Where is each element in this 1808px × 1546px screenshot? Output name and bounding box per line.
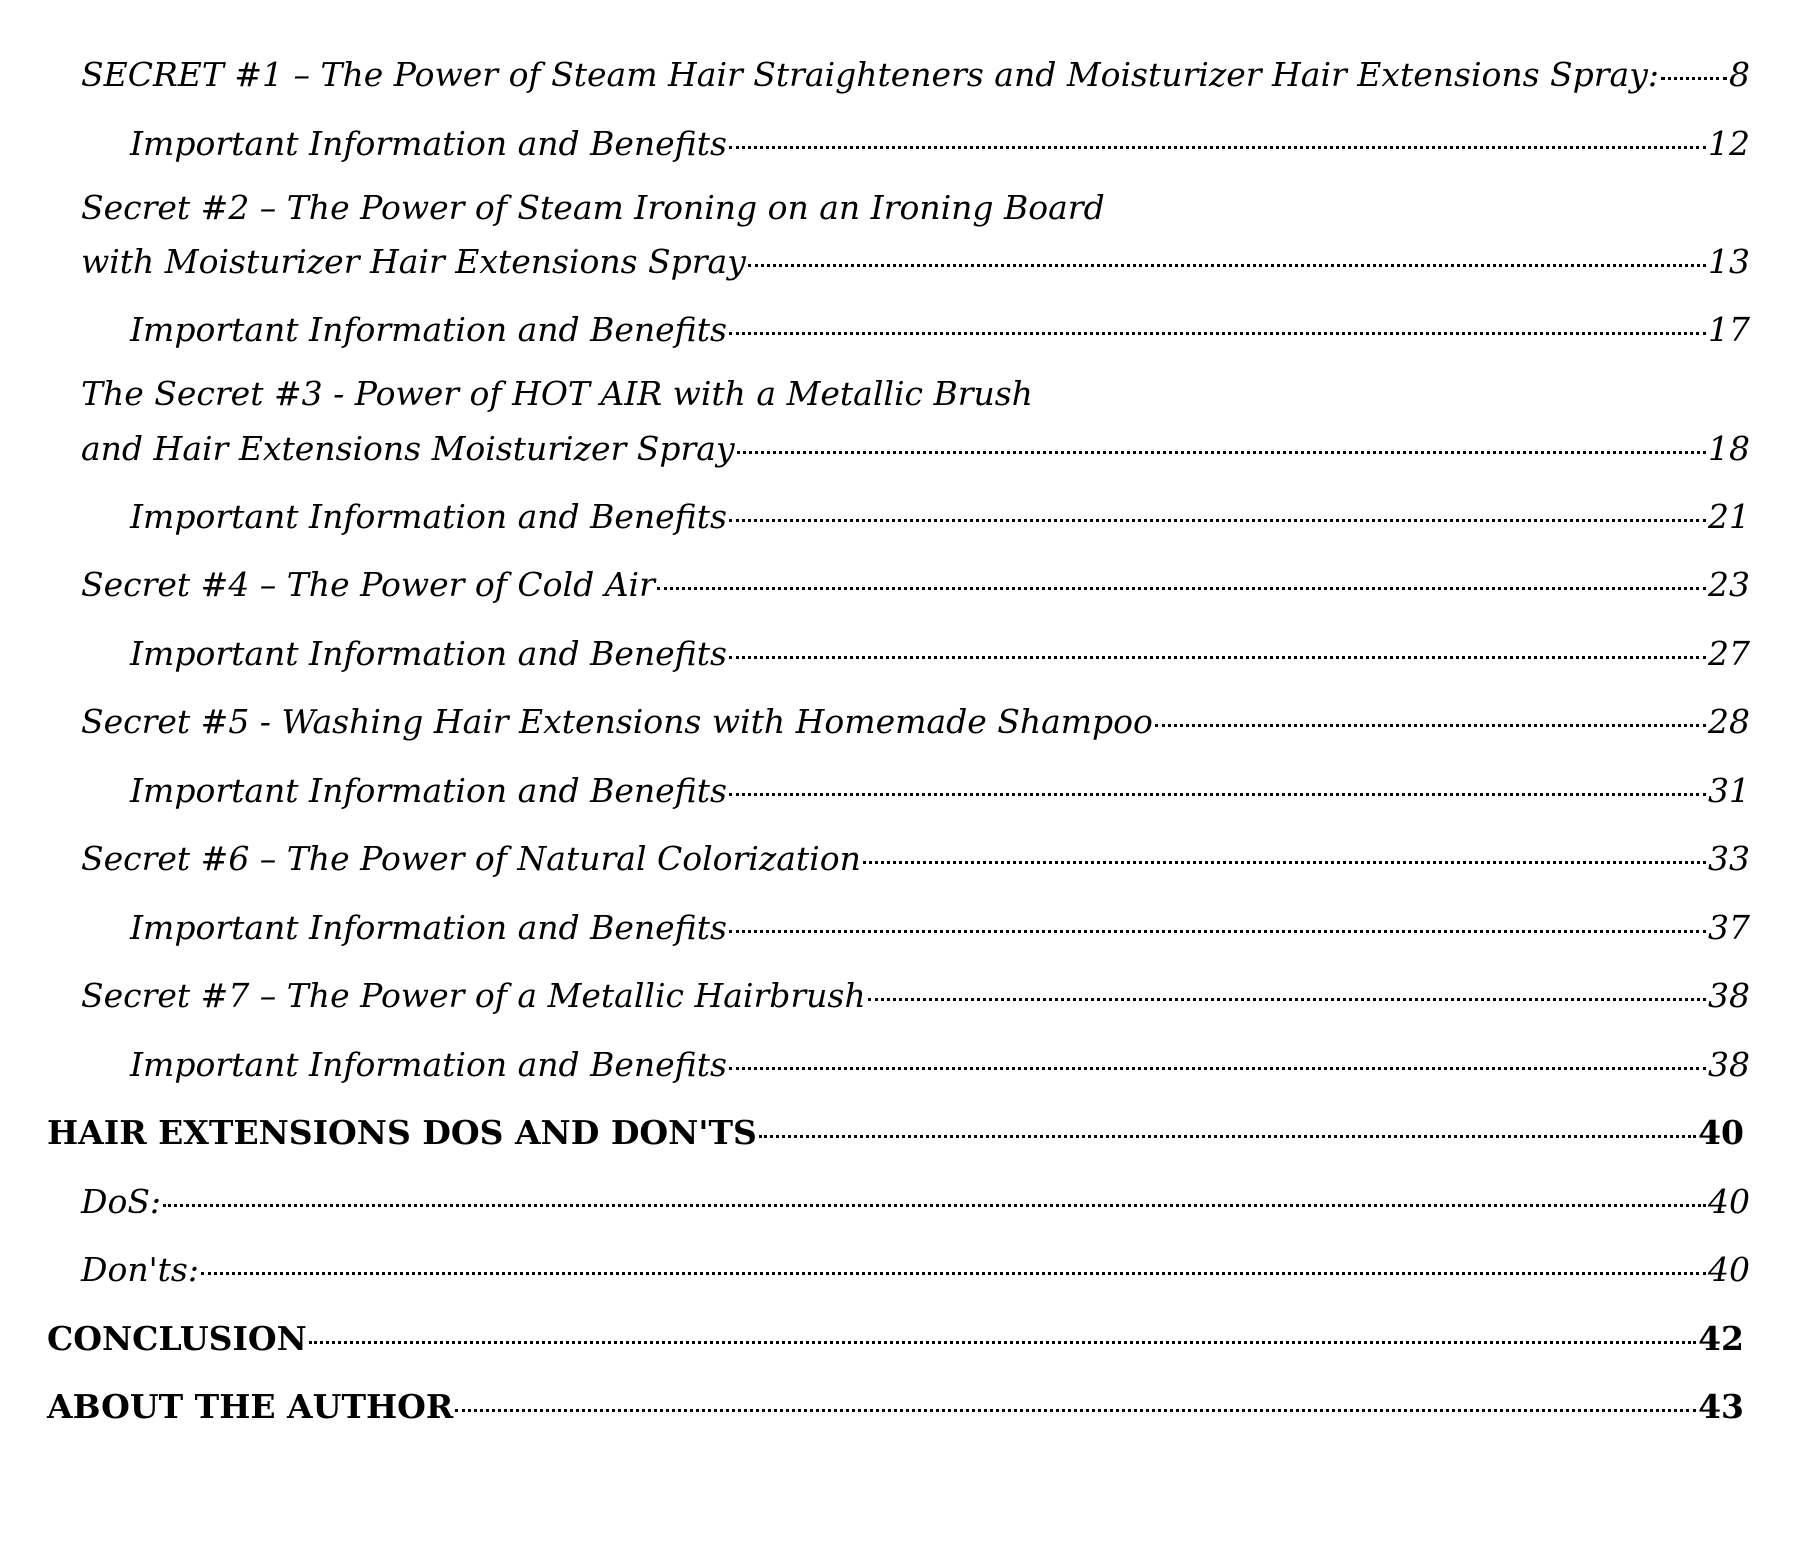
toc-entry-title: Secret #6 – The Power of Natural Colorization <box>81 839 861 878</box>
toc-entry-page: 17 <box>1708 310 1750 349</box>
dot-leader <box>759 1102 1696 1138</box>
dot-leader <box>729 897 1706 933</box>
toc-entry-title: Important Information and Benefits <box>130 908 727 947</box>
toc-entry-page: 21 <box>1708 497 1750 536</box>
toc-entry-page: 43 <box>1698 1387 1744 1426</box>
toc-entry-page: 31 <box>1708 771 1750 810</box>
toc-entry-page: 38 <box>1708 976 1750 1015</box>
toc-entry-title: Important Information and Benefits <box>130 310 727 349</box>
toc-entry-page: 37 <box>1708 908 1750 947</box>
toc-entry-title: Important Information and Benefits <box>130 771 727 810</box>
toc-entry-title: Important Information and Benefits <box>130 124 727 163</box>
toc-entry-title: CONCLUSION <box>47 1319 307 1358</box>
toc-entry-title: Important Information and Benefits <box>130 1045 727 1084</box>
toc-entry-page: 8 <box>1729 55 1750 94</box>
toc-entry-title: Important Information and Benefits <box>130 634 727 673</box>
toc-entry-page: 40 <box>1698 1113 1744 1152</box>
toc-entry-title: SECRET #1 – The Power of Steam Hair Straighteners and Moisturizer Hair Extensions Spray: <box>81 55 1659 94</box>
toc-entry-title: with Moisturizer Hair Extensions Spray <box>81 242 746 281</box>
dot-leader <box>201 1239 1706 1275</box>
dot-leader <box>455 1376 1696 1412</box>
toc-entry-page: 33 <box>1708 839 1750 878</box>
dot-leader <box>729 113 1706 149</box>
dot-leader <box>729 623 1706 659</box>
toc-entry-page: 12 <box>1708 124 1750 163</box>
dot-leader <box>657 554 1706 590</box>
dot-leader <box>737 418 1706 454</box>
toc-entry-title: Don'ts: <box>81 1250 199 1289</box>
dot-leader <box>1155 691 1706 727</box>
toc-entry-title: Secret #4 – The Power of Cold Air <box>81 565 655 604</box>
toc-entry-title: HAIR EXTENSIONS DOS AND DON'TS <box>47 1113 757 1152</box>
toc-entry-title: Important Information and Benefits <box>130 497 727 536</box>
toc-entry-title: Secret #7 – The Power of a Metallic Hairbrush <box>81 976 866 1015</box>
dot-leader <box>309 1308 1696 1344</box>
toc-entry-page: 13 <box>1708 242 1750 281</box>
toc-entry-page: 18 <box>1708 429 1750 468</box>
toc-entry-title: and Hair Extensions Moisturizer Spray <box>81 429 735 468</box>
toc-entry-title-line1: Secret #2 – The Power of Steam Ironing on an Ironing Board <box>81 188 1105 227</box>
toc-entry-page: 42 <box>1698 1319 1744 1358</box>
dot-leader <box>748 231 1706 267</box>
toc-entry-page: 40 <box>1708 1250 1750 1289</box>
toc-entry-page: 27 <box>1708 634 1750 673</box>
dot-leader <box>729 486 1706 522</box>
dot-leader <box>729 760 1706 796</box>
toc-entry-title: Secret #5 - Washing Hair Extensions with Homemade Shampoo <box>81 702 1153 741</box>
toc-entry-page: 23 <box>1708 565 1750 604</box>
dot-leader <box>863 828 1706 864</box>
dot-leader <box>868 965 1706 1001</box>
toc-entry-title: DoS: <box>81 1182 162 1221</box>
dot-leader <box>1661 44 1727 80</box>
toc-entry-page: 40 <box>1708 1182 1750 1221</box>
toc-entry-page: 28 <box>1708 702 1750 741</box>
dot-leader <box>729 299 1706 335</box>
toc-entry-page: 38 <box>1708 1045 1750 1084</box>
toc-entry-title-line1: The Secret #3 - Power of HOT AIR with a Metallic Brush <box>81 374 1033 413</box>
dot-leader <box>163 1171 1706 1207</box>
toc-entry-title: ABOUT THE AUTHOR <box>47 1387 454 1426</box>
dot-leader <box>729 1034 1706 1070</box>
